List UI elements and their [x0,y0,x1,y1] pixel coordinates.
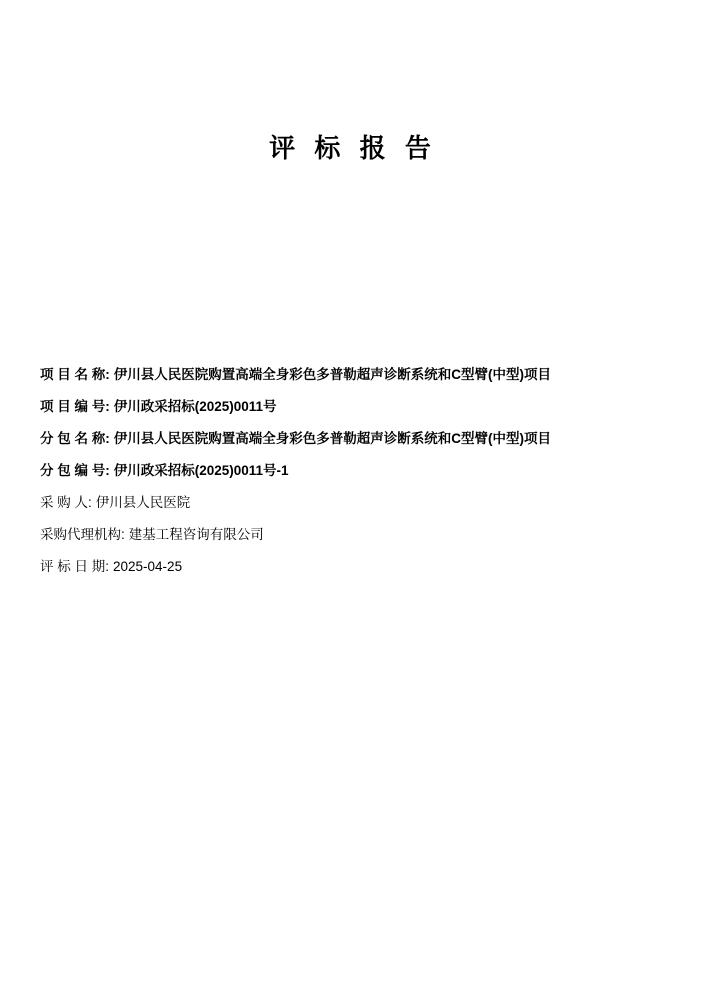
field-label: 评 标 日 期: [40,559,110,574]
field-evaluation-date [40,558,660,576]
field-purchaser [40,494,660,512]
field-agency [40,526,660,544]
field-value: 建基工程咨询有限公司 [128,527,264,542]
field-value: 2025-04-25 [113,559,183,574]
field-label: 采购代理机构: [40,527,125,542]
page-title: 评 标 报 告 [269,133,437,163]
field-value: 伊川县人民医院购置高端全身彩色多普勒超声诊断系统和C型臂(中型)项目 [113,431,551,446]
field-label: 项 目 编 号: [40,399,110,414]
field-label: 项 目 名 称: [40,367,110,382]
field-value: 伊川县人民医院购置高端全身彩色多普勒超声诊断系统和C型臂(中型)项目 [113,367,551,382]
field-label: 分 包 编 号: [40,463,110,478]
field-label: 分 包 名 称: [40,431,110,446]
field-value: 伊川县人民医院 [95,495,191,510]
field-project-name [40,366,660,384]
field-label: 采 购 人: [40,495,92,510]
field-value: 伊川政采招标(2025)0011号 [113,399,277,414]
field-value: 伊川政采招标(2025)0011号-1 [113,463,289,478]
field-lot-name [40,430,660,448]
field-project-number [40,398,660,416]
field-lot-number [40,462,660,480]
project-info-block [40,366,660,590]
